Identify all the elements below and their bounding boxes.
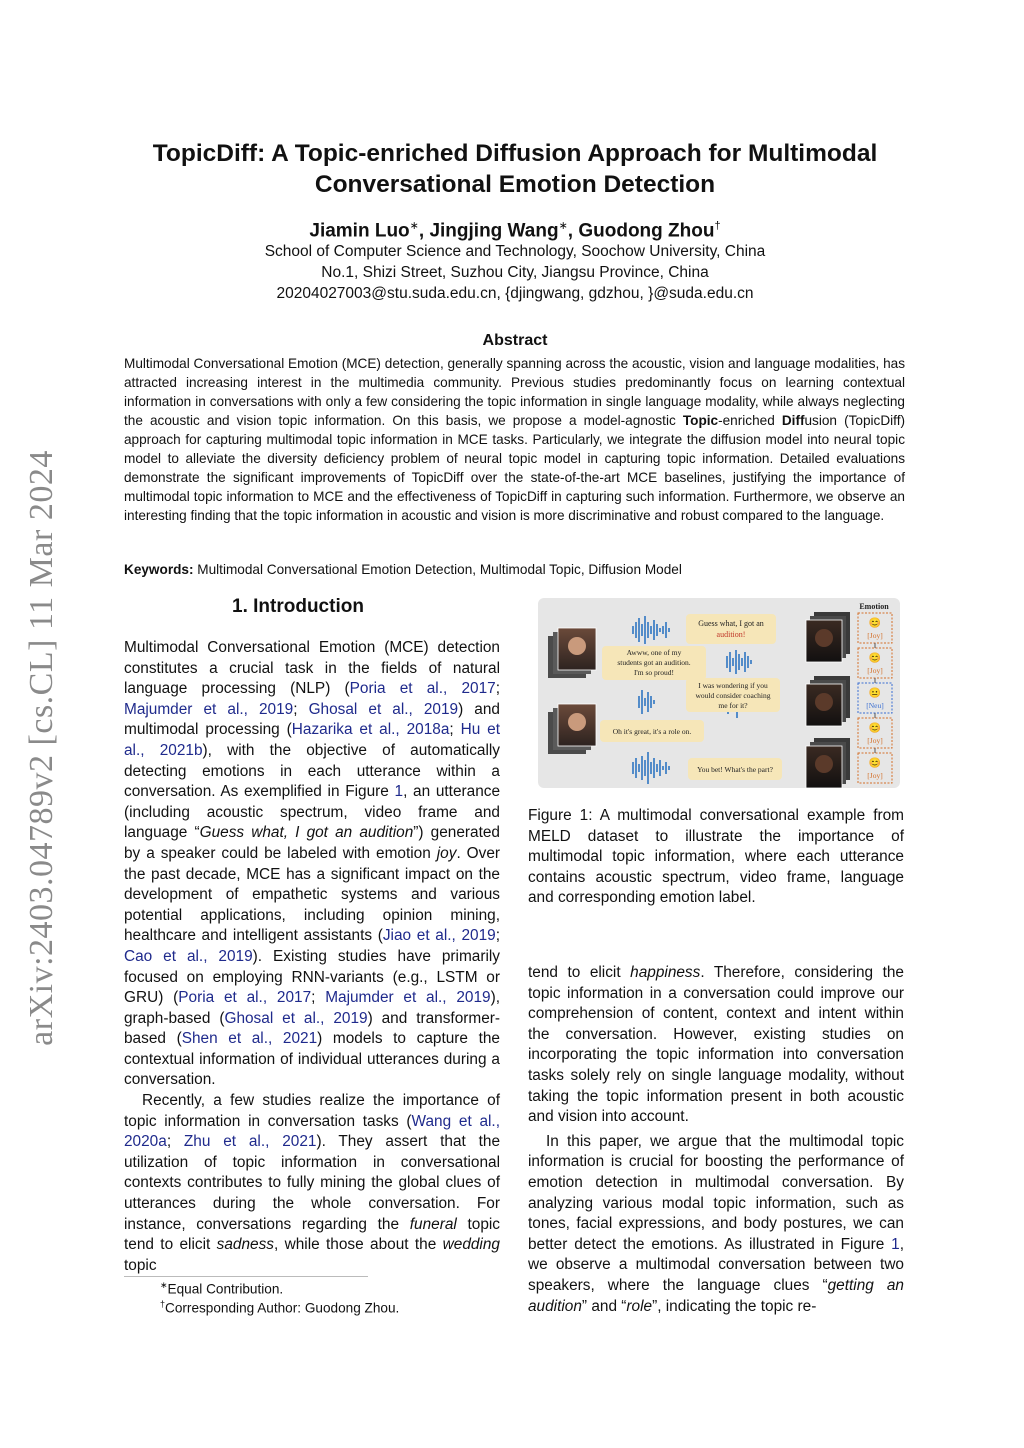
abstract-text: usion (TopicDiff) approach for capturing multimodal topic information in MCE tasks. Particularly, we integrate the diffusion model into neural topic model to alleviate the diversity deficiency problem of neural topic model in capturing topic information. Detailed evaluations demonstrate the significant improvements of TopicDiff over the state-of-the-art MCE baselines, justifying the importance of multimodal topic information to MCE and the effectiveness of TopicDiff in capturing such information. Furthermore, we observe an interesting finding that the topic information in acoustic and vision is more discriminative and robust compared to the language.: [124, 413, 905, 523]
bubble-5-text: You bet! What's the part?: [697, 765, 773, 774]
citation-link[interactable]: Jiao et al., 2019: [382, 927, 496, 945]
affiliation-line: School of Computer Science and Technology, Soochow University, China: [264, 243, 766, 260]
citation-link[interactable]: Majumder et al., 2019: [325, 989, 491, 1007]
neutral-emoji-icon: 😐: [868, 688, 882, 699]
footnote-text: Corresponding Author: Guodong Zhou.: [165, 1300, 400, 1316]
bubble-2-line-2: students got an audition.: [617, 658, 691, 667]
figure-1: [538, 598, 900, 788]
emphasis: funeral: [409, 1215, 457, 1233]
emphasis: sadness: [216, 1236, 274, 1254]
emphasis: wedding: [442, 1236, 500, 1254]
emphasis: joy: [436, 844, 457, 862]
body-text: Multimodal Conversational Emotion (MCE) detection constitutes a crucial task in the fields of natural language processing (NLP) (: [124, 639, 500, 698]
body-text: In this paper, we argue that the multimodal topic information is crucial for boosting the performance of emotion detection in multimodal conversation. By analyzing various modal topic information, such as tones, facial expressions, and body postures, we can better detect the emotions. As illustrated in Figure: [528, 1132, 904, 1253]
emphasis: Guess what, I got an audition: [199, 824, 414, 842]
emphasis: role: [626, 1297, 653, 1315]
footnote-text: Equal Contribution.: [167, 1281, 284, 1297]
body-text: ) and multimodal processing (: [124, 700, 500, 739]
paragraph: [124, 638, 500, 1091]
body-text: . Over the past decade, MCE has a significant impact on the development of empathetic systems and various potential applications, including opinion mining, healthcare and intelligent assistants (: [124, 844, 501, 945]
abstract-bold: Diff: [781, 413, 805, 428]
equal-contribution-mark: ∗: [558, 220, 568, 232]
footnote-divider: [124, 1276, 368, 1277]
emotion-column-header: Emotion: [859, 602, 889, 611]
paragraph: [124, 1091, 500, 1276]
body-text: ), graph-based (: [124, 989, 500, 1027]
joy-emoji-icon: 😊: [868, 653, 882, 664]
speaker-b-video-frames: [806, 612, 850, 788]
bubble-4-text: Oh it's great, it's a role on.: [612, 727, 692, 736]
citation-link[interactable]: Poria et al., 2017: [178, 989, 312, 1007]
bubble-2-line-3: I'm so proud!: [633, 668, 675, 677]
abstract-heading: Abstract: [482, 332, 548, 349]
body-text: ”) generated by a speaker could be labeled with emotion: [124, 824, 500, 862]
joy-emoji-icon: 😊: [868, 618, 882, 629]
figure-reference-link[interactable]: 1: [891, 1235, 900, 1253]
body-text: ), with the objective of automatically detecting emotions in each utterance within a conversation. As exemplified in Figure: [124, 741, 500, 801]
body-text: topic: [124, 1256, 157, 1274]
joy-emoji-icon: 😊: [868, 758, 882, 769]
emphasis: happiness: [630, 964, 701, 981]
body-text: ;: [311, 989, 326, 1007]
body-text: , an utterance (including acoustic spectrum, video frame and language “: [124, 783, 501, 842]
paragraph: [528, 963, 904, 1128]
body-text: ;: [166, 1133, 184, 1151]
speech-bubbles: [600, 614, 782, 780]
emotion-label: [Neu]: [866, 701, 884, 710]
speaker-a-video-frames: [548, 628, 596, 754]
body-text: topic tend to elicit: [124, 1215, 500, 1254]
paper-title: [120, 138, 910, 200]
keywords-text: Multimodal Conversational Emotion Detection, Multimodal Topic, Diffusion Model: [193, 562, 682, 577]
citation-link[interactable]: Ghosal et al., 2019: [224, 1009, 368, 1027]
abstract-text: -enriched: [718, 413, 782, 428]
footnote-mark: ∗: [160, 1280, 168, 1290]
author-list: [120, 219, 910, 242]
section-title: 1. Introduction: [232, 596, 364, 617]
citation-link[interactable]: Ghosal et al., 2019: [308, 700, 459, 718]
body-text: ) models to capture the contextual information of individual utterances during a conversation.: [124, 1030, 500, 1089]
affiliation-emails: 20204027003@stu.suda.edu.cn, {djingwang, gdzhou, }@suda.edu.cn: [276, 285, 754, 302]
abstract-body: [124, 354, 905, 525]
bubble-3-line-1: I was wondering if you: [698, 681, 768, 690]
author-name: Guodong Zhou: [578, 220, 715, 242]
body-text: tend to elicit: [528, 964, 631, 981]
body-text: . Therefore, considering the topic information in a conversation could improve our comprehension of content, context and intent within the conversation. However, existing studies on incorporating the topic information into conversation tasks solely rely on single language modality, without taking the topic information present in both acoustic and vision into account.: [528, 964, 904, 1126]
bubble-2-line-1: Awww, one of my: [626, 648, 682, 657]
citation-link[interactable]: Hu et al., 2021b: [124, 721, 500, 759]
citation-link[interactable]: Shen et al., 2021: [181, 1030, 318, 1048]
bubble-1-line-1: Guess what, I got an: [698, 619, 764, 628]
equal-contribution-mark: ∗: [409, 220, 419, 232]
bubble-3-line-3: me for it?: [718, 701, 748, 710]
keywords: [124, 562, 682, 577]
citation-link[interactable]: Wang et al., 2020a: [124, 1112, 500, 1151]
body-text: ;: [495, 680, 500, 698]
emotion-label: [Joy]: [867, 736, 883, 745]
affiliation-line: No.1, Shizi Street, Suzhou City, Jiangsu Province, China: [321, 264, 709, 281]
body-text: ;: [495, 927, 500, 945]
body-text: , while those about the: [273, 1236, 443, 1254]
body-text: ). Existing studies have primarily focused on employing RNN-variants (e.g., LSTM or GRU) (: [124, 947, 500, 1007]
bubble-1-line-2: audition!: [716, 630, 746, 639]
figure-reference-link[interactable]: 1: [394, 783, 404, 801]
left-column: [124, 638, 500, 1276]
body-text: ;: [293, 700, 309, 718]
footnote-mark: †: [160, 1299, 166, 1309]
body-text: ”, indicating the topic re-: [652, 1297, 817, 1315]
author-separator: ,: [567, 220, 579, 242]
title-line-2: Conversational Emotion Detection: [314, 171, 716, 198]
citation-link[interactable]: Poria et al., 2017: [349, 680, 496, 698]
footnote: [160, 1280, 283, 1297]
author-name: Jiamin Luo: [309, 220, 410, 242]
body-text: ” and “: [581, 1297, 627, 1315]
abstract-text: Multimodal Conversational Emotion (MCE) detection, generally spanning across the acoustic, vision and language modalities, has attracted increasing interest in the multimedia community. Previous studies predominantly focus on learning contextual information in conversations with only a few considering the topic information in single language modality, while always neglecting the acoustic and vision topic information. On this basis, we propose a model-agnostic: [124, 356, 905, 428]
abstract-bold: Topic: [682, 413, 719, 428]
joy-emoji-icon: 😊: [868, 723, 882, 734]
body-text: Recently, a few studies realize the importance of topic information in conversation tasks (: [124, 1092, 500, 1130]
citation-link[interactable]: Hazarika et al., 2018a: [291, 721, 450, 739]
footnote: [160, 1299, 399, 1316]
arxiv-side-stamp: [22, 448, 62, 1048]
paragraph: [528, 1132, 904, 1317]
keywords-label: Keywords:: [124, 562, 194, 577]
citation-link[interactable]: Cao et al., 2019: [124, 947, 253, 965]
emotion-label: [Joy]: [867, 631, 883, 640]
corresponding-author-mark: †: [714, 220, 721, 232]
body-text: ) and transformer-based (: [124, 1009, 501, 1048]
emotion-label: [Joy]: [867, 666, 883, 675]
citation-link[interactable]: Majumder et al., 2019: [124, 700, 294, 718]
body-text: ;: [449, 721, 461, 739]
emotion-label: [Joy]: [867, 771, 883, 780]
arxiv-identifier: arXiv:2403.04789v2 [cs.CL] 11 Mar 2024: [23, 450, 60, 1046]
figure-1-illustration: [538, 598, 900, 788]
right-column: [528, 963, 904, 1317]
body-text: ). They assert that the utilization of topic information in conversational contexts contributes to fully mining the global clues of utterances during the whole conversation. For instance, conversations regarding the: [124, 1133, 500, 1233]
author-name: Jingjing Wang: [429, 220, 559, 242]
figure-1-caption: Figure 1: A multimodal conversational example from MELD dataset to illustrate the importance of multimodal topic information, where each utterance contains acoustic spectrum, video frame, language and corresponding emotion label.: [528, 807, 904, 907]
emotion-labels: [858, 613, 892, 783]
emphasis: getting an audition: [528, 1276, 904, 1315]
title-line-1: TopicDiff: A Topic-enriched Diffusion Approach for Multimodal: [152, 140, 878, 167]
body-text: , we observe a multimodal conversation between two speakers, where the language clues “: [528, 1235, 904, 1294]
bubble-3-line-2: would consider coaching: [695, 691, 771, 700]
author-separator: ,: [418, 220, 430, 242]
citation-link[interactable]: Zhu et al., 2021: [183, 1133, 317, 1151]
